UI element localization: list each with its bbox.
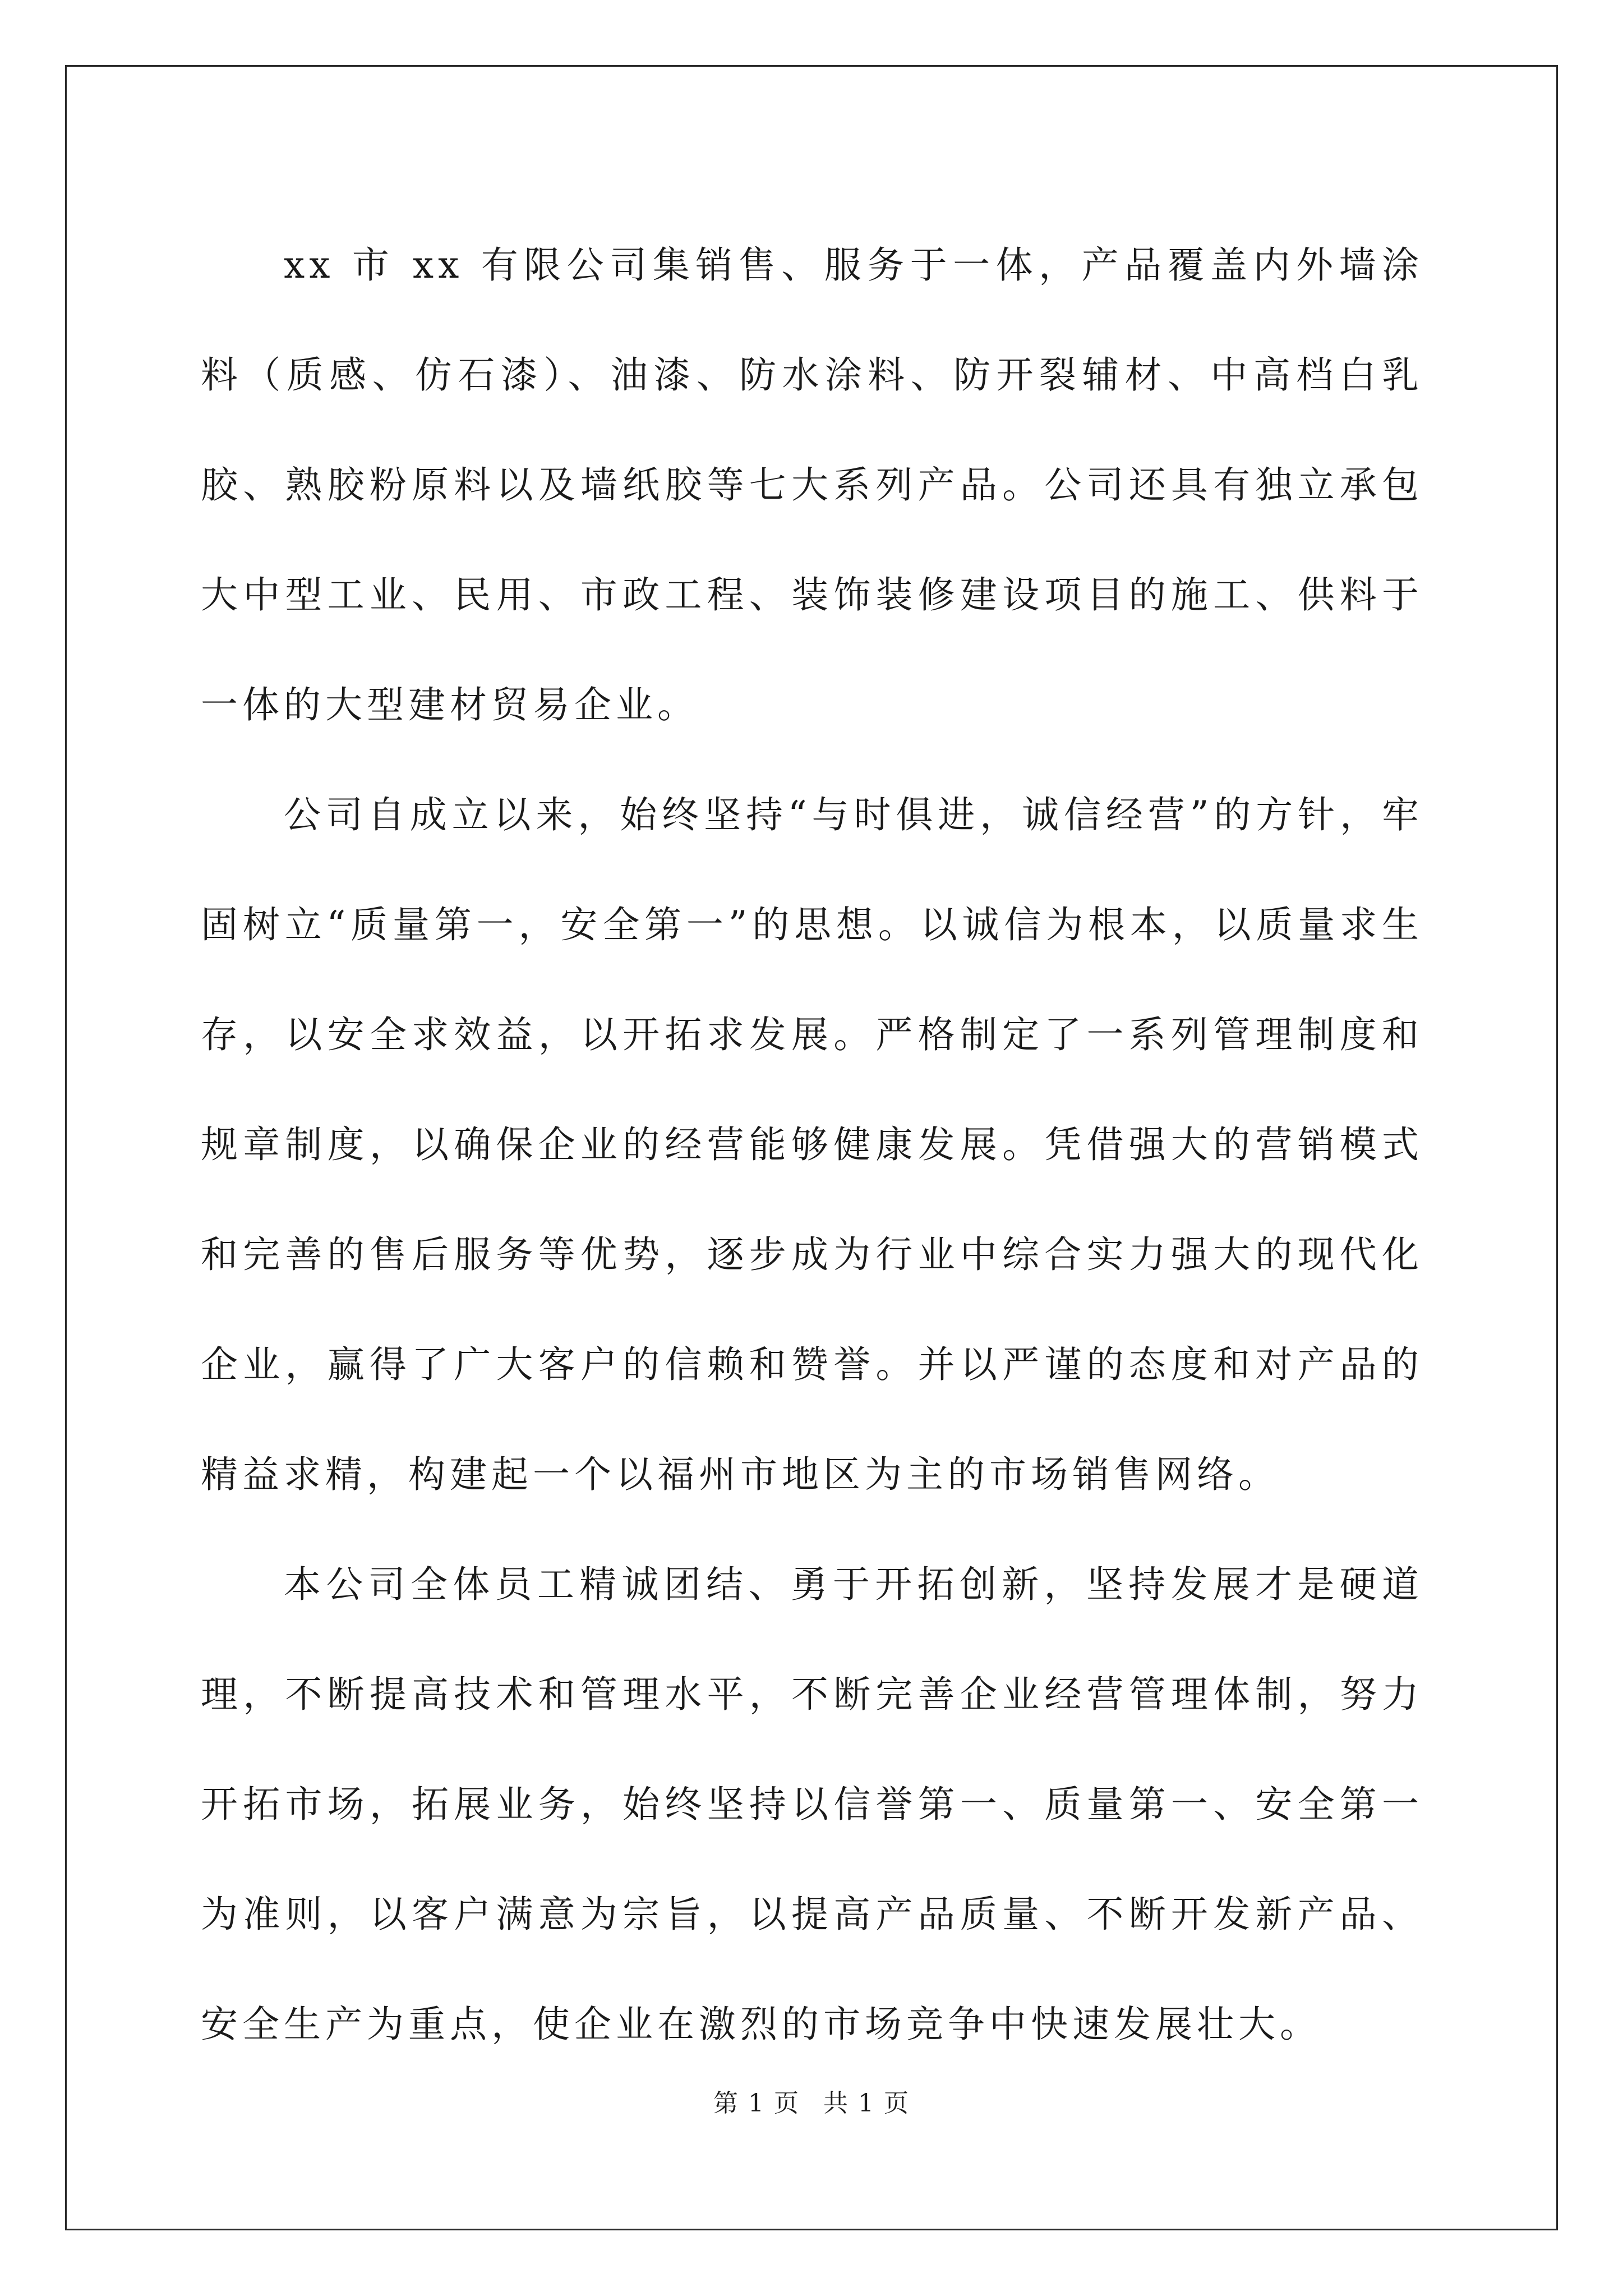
document-body bbox=[201, 210, 1423, 2079]
paragraph-company-goals: 本公司全体员工精诚团结、勇于开拓创新，坚持发展才是硬道理，不断提高技术和管理水平，不断完善企业经营管理体制，努力开拓市场，拓展业务，始终坚持以信誉第一、质量第一、安全第一为准则，以客户满意为宗旨，以提高产品质量、不断开发新产品、安全生产为重点，使企业在激烈的市场竞争中快速发展壮大。 bbox=[201, 1563, 1423, 2046]
paragraph-company-philosophy: 公司自成立以来，始终坚持“与时俱进，诚信经营”的方针，牢固树立“质量第一，安全第一”的思想。以诚信为根本，以质量求生存，以安全求效益，以开拓求发展。严格制定了一系列管理制度和规章制度，以确保企业的经营能够健康发展。凭借强大的营销模式和完善的售后服务等优势，逐步成为行业中综合实力强大的现代化企业，赢得了广大客户的信赖和赞誉。并以严谨的态度和对产品的精益求精，构建起一个以福州市地区为主的市场销售网络。 bbox=[201, 793, 1423, 1496]
page-number: 第 1 页 bbox=[713, 2089, 800, 2118]
paragraph-company-intro: xx 市 xx 有限公司集销售、服务于一体，产品覆盖内外墙涂料（质感、仿石漆）、油漆、防水涂料、防开裂辅材、中高档白乳胶、熟胶粉原料以及墙纸胶等七大系列产品。公司还具有独立承包大中型工业、民用、市政工程、装饰装修建设项目的施工、供料于一体的大型建材贸易企业。 bbox=[201, 243, 1423, 726]
page-total: 共 1 页 bbox=[823, 2089, 910, 2118]
page-footer bbox=[0, 2087, 1623, 2120]
